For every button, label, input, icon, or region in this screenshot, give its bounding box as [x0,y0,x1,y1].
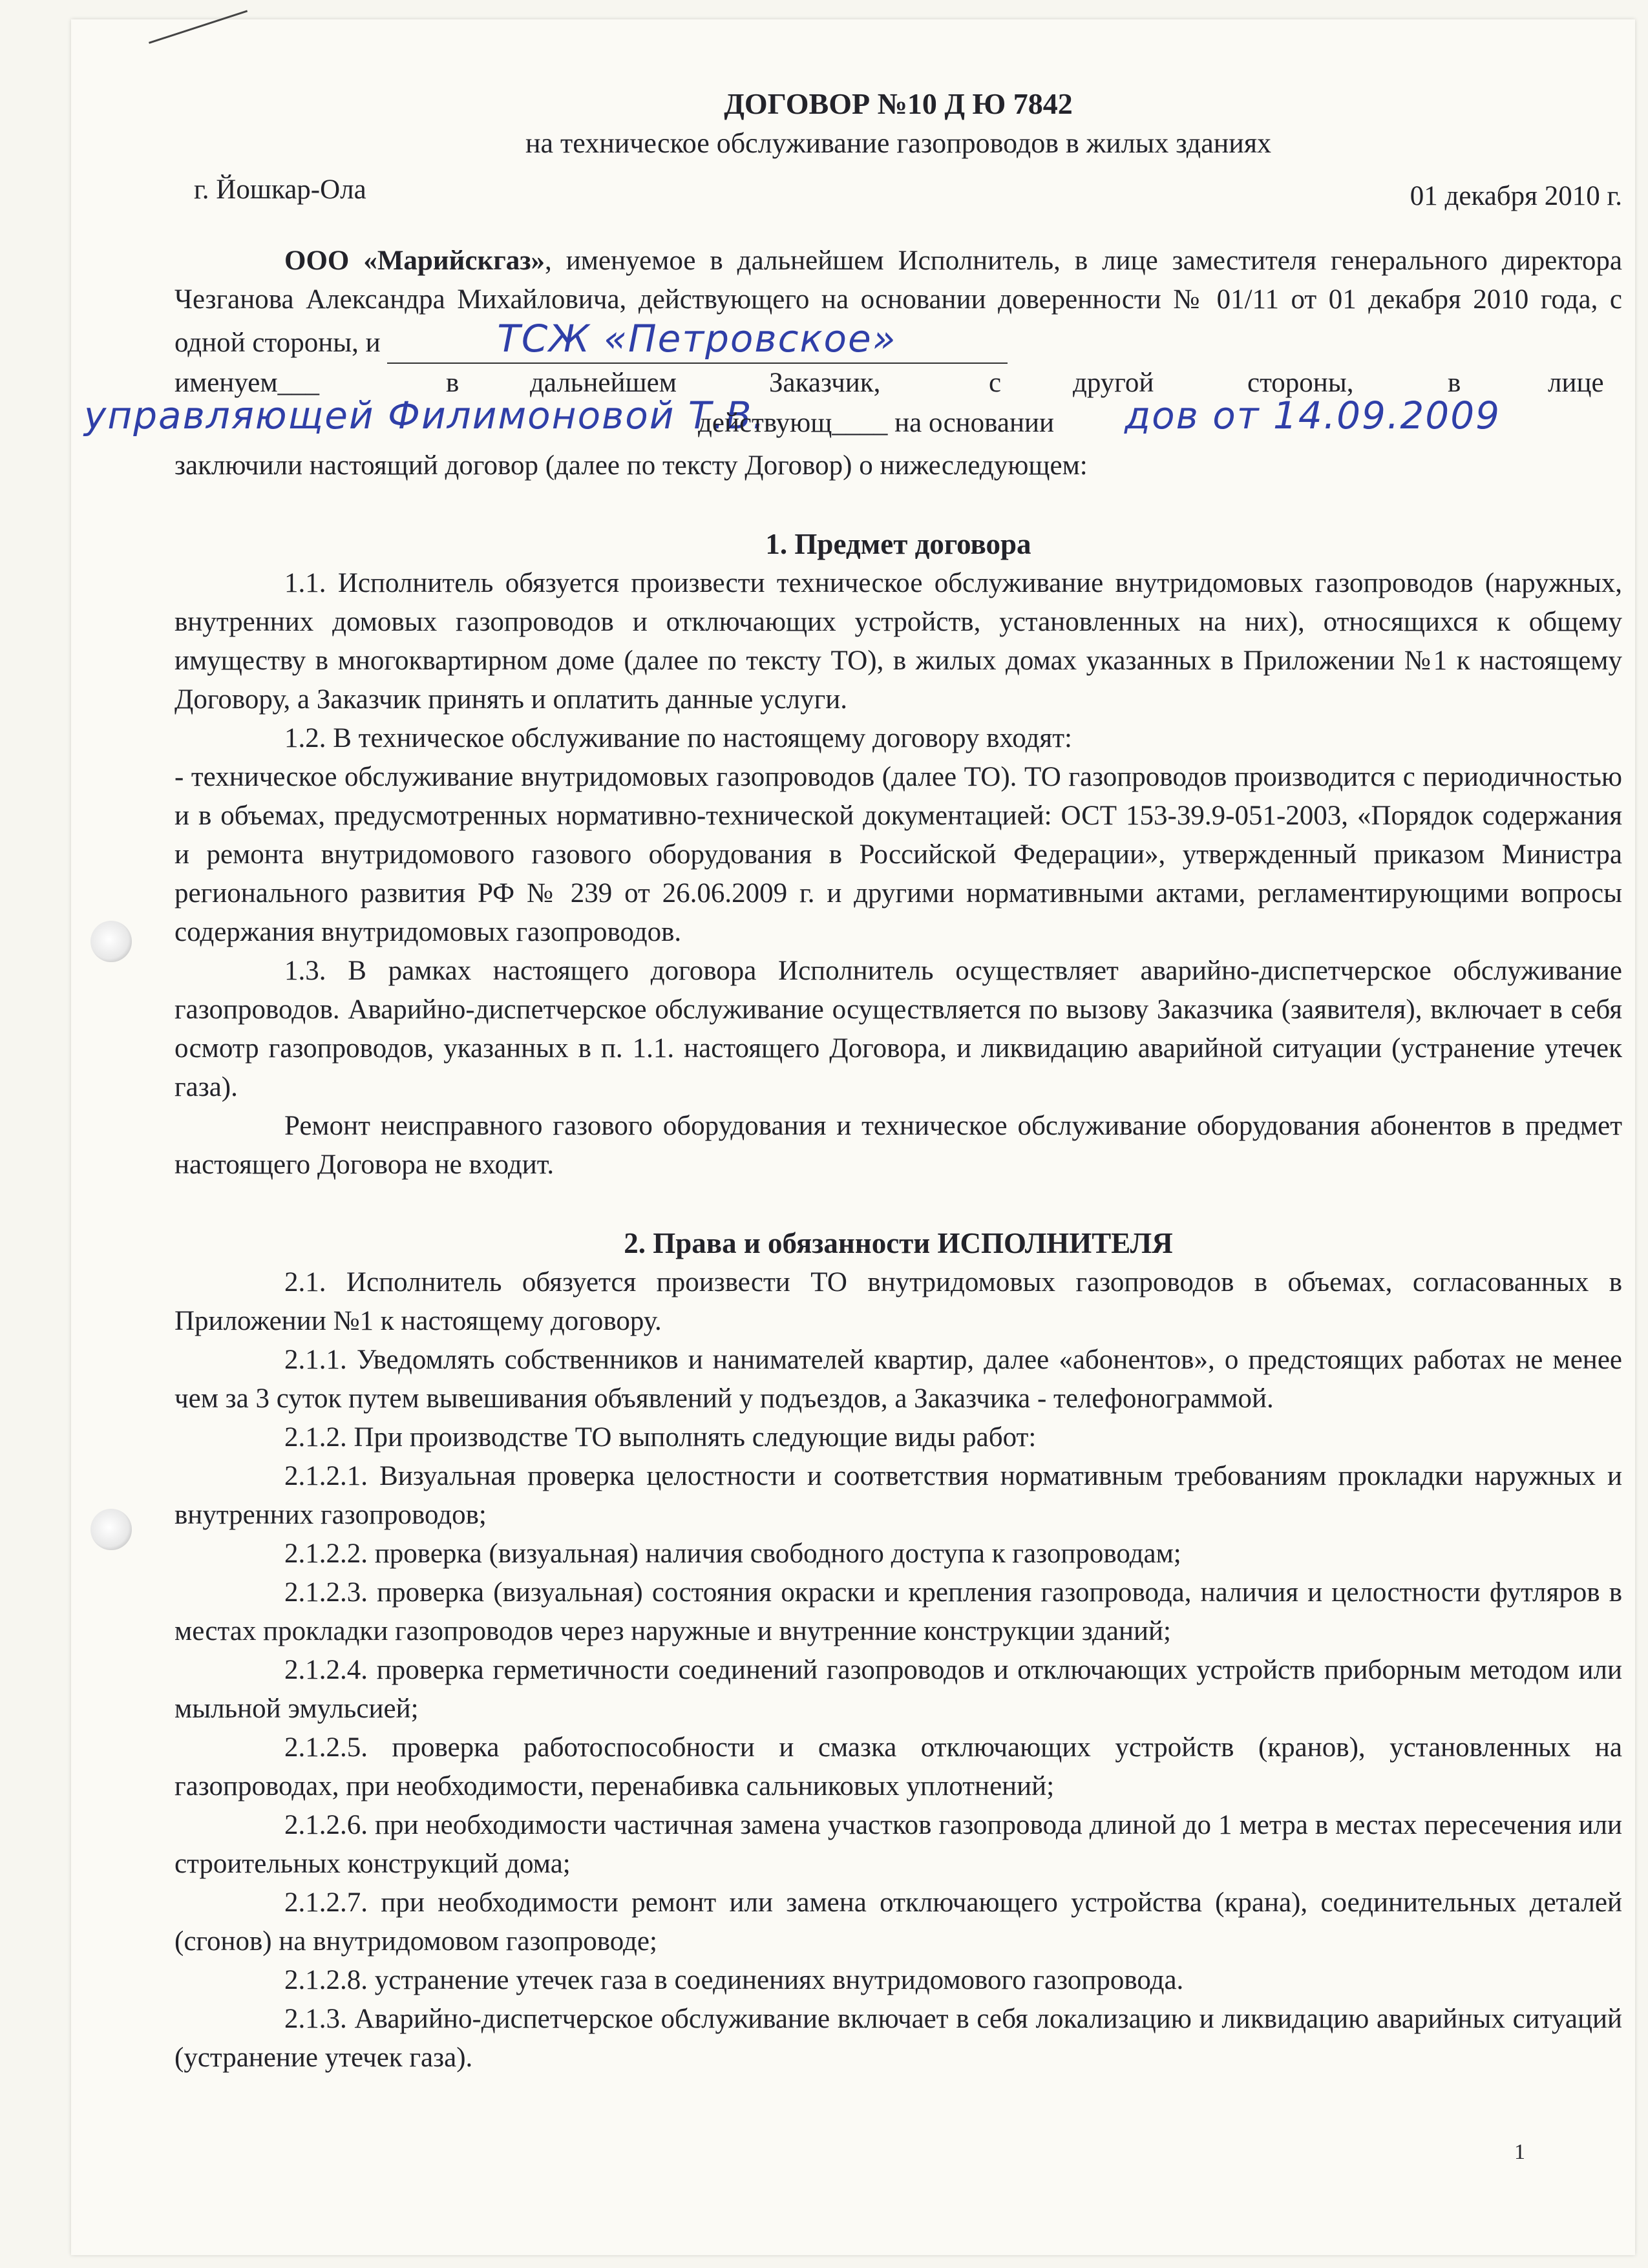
row-word: в [446,368,460,398]
document-subtitle: на техническое обслуживание газопроводов в жилых зданиях [525,127,1272,159]
handwritten-party: ТСЖ «Петровское» [497,317,897,361]
document-title: ДОГОВОР №10 Д Ю 7842 [724,87,1073,120]
intro-closing: заключили настоящий договор (далее по тексту Договор) о нижеследующем: [174,450,1088,481]
row-word: другой [1073,368,1154,398]
row-word: именуем___ [174,368,320,398]
clause-2-1-2-4: 2.1.2.4. проверка герметичности соединений газопроводов и отключающих устройств приборным методом или мыльной эмульсией; [174,1655,1622,1724]
document-sheet [71,19,1635,2255]
row-word: в [1448,368,1461,398]
intro-paragraph [174,242,1622,364]
clause-2-1-2-7: 2.1.2.7. при необходимости ремонт или замена отключающего устройства (крана), соединительных деталей (сгонов) на внутридомовом газопроводе; [174,1887,1622,1957]
intro-text: , именуемое в дальнейшем Исполнитель, в лице заместителя генерального директора Чезганова Александра Михайловича, действующего на основании доверенности № 01/11 от 01 декабря 2010 года, с одной стороны, и [174,246,1623,358]
clause-1-1: 1.1. Исполнитель обязуется произвести техническое обслуживание внутридомовых газопроводов (наружных, внутренних домовых газопроводов и отключающих устройств, установленных на них), относящихся к общему имуществу в многоквартирном доме (далее по тексту ТО), в жилых домах указанных в Приложении №1 к настоящему Договору, а Заказчик принять и оплатить данные услуги. [174,568,1622,715]
row-word: стороны, [1247,368,1354,398]
clause-2-1-2-2: 2.1.2.2. проверка (визуальная) наличия свободного доступа к газопроводам; [284,1538,1181,1569]
punch-hole-top [90,921,132,962]
clause-1-3: 1.3. В рамках настоящего договора Исполнитель осуществляет аварийно-диспетчерское обслуживание газопроводов. Аварийно-диспетчерское обслуживание осуществляется по вызову Заказчика (заявителя), включает в себя осмотр газопроводов, указанных в п. 1.1. настоящего Договора, и ликвидацию аварийной ситуации (устранение утечек газа). [174,956,1622,1102]
punch-hole-bottom [90,1509,132,1550]
clause-1-2: 1.2. В техническое обслуживание по настоящему договору входят: [284,723,1072,753]
clause-2-1-2-1: 2.1.2.1. Визуальная проверка целостности и соответствия нормативным требованиям прокладки наружных и внутренних газопроводов; [174,1461,1622,1530]
handwritten-representative: управляющей Филимоновой Т.В. [84,394,766,437]
page-number: 1 [1514,2140,1525,2164]
clause-2-1-2-5: 2.1.2.5. проверка работоспособности и смазка отключающих устройств (кранов), установленных на газопроводах, при необходимости, перенабивка сальниковых уплотнений; [174,1732,1622,1801]
row-word: лице [1548,368,1604,398]
row-word: Заказчик, [769,368,881,398]
clause-2-1-2: 2.1.2. При производстве ТО выполнять следующие виды работ: [284,1422,1037,1453]
clause-2-1: 2.1. Исполнитель обязуется произвести ТО внутридомовых газопроводов в объемах, согласованных в Приложении №1 к настоящему договору. [174,1267,1622,1336]
place-date-row [174,171,1622,216]
clause-2-1-2-3: 2.1.2.3. проверка (визуальная) состояния окраски и крепления газопровода, наличия и целостности футляров в местах прокладки газопроводов через наружные и внутренние конструкции зданий; [174,1577,1622,1646]
row-word: с [989,368,1002,398]
clause-2-1-2-6: 2.1.2.6. при необходимости частичная замена участков газопровода длиной до 1 метра в местах пересечения или строительных конструкций дома; [174,1810,1622,1879]
clause-1-2-item: - техническое обслуживание внутридомовых газопроводов (далее ТО). ТО газопроводов производится с периодичностью и в объемах, предусмотренных нормативно-технической документацией: ОСТ 153-39.9-051-2003, «Порядок содержания и ремонта внутридомового газового оборудования в Российской Федерации», утвержденный приказом Министра регионального развития РФ № 239 от 26.06.2009 г. и другими нормативными актами, регламентирующими вопросы содержания внутридомовых газопроводов. [174,762,1622,947]
contract-date: 01 декабря 2010 г. [1410,181,1622,211]
document-body [84,84,1623,2077]
party-fill-line [387,319,1008,364]
section-1-heading: 1. Предмет договора [765,528,1031,560]
clause-1-4: Ремонт неисправного газового оборудования и техническое обслуживание оборудования абонентов в предмет настоящего Договора не входит. [174,1111,1622,1180]
row-word: дальнейшем [530,368,677,398]
corner-fold [149,10,260,81]
clause-2-1-2-8: 2.1.2.8. устранение утечек газа в соединениях внутридомового газопровода. [284,1965,1184,1995]
company-name: ООО «Марийскгаз» [284,246,545,276]
representative-row [84,394,1622,446]
city: г. Йошкар-Ола [194,174,366,205]
section-2-heading: 2. Права и обязанности ИСПОЛНИТЕЛЯ [624,1227,1173,1259]
clause-2-1-3: 2.1.3. Аварийно-диспетчерское обслуживание включает в себя локализацию и ликвидацию аварийных ситуаций (устранение утечек газа). [174,2004,1622,2073]
clause-2-1-1: 2.1.1. Уведомлять собственников и нанимателей квартир, далее «абонентов», о предстоящих работах не менее чем за 3 суток путем вывешивания объявлений у подъездов, а Заказчика - телефонограммой. [174,1345,1622,1414]
acting-text: действующ____ на основании [698,408,1055,438]
handwritten-basis: дов от 14.09.2009 [1125,394,1501,437]
